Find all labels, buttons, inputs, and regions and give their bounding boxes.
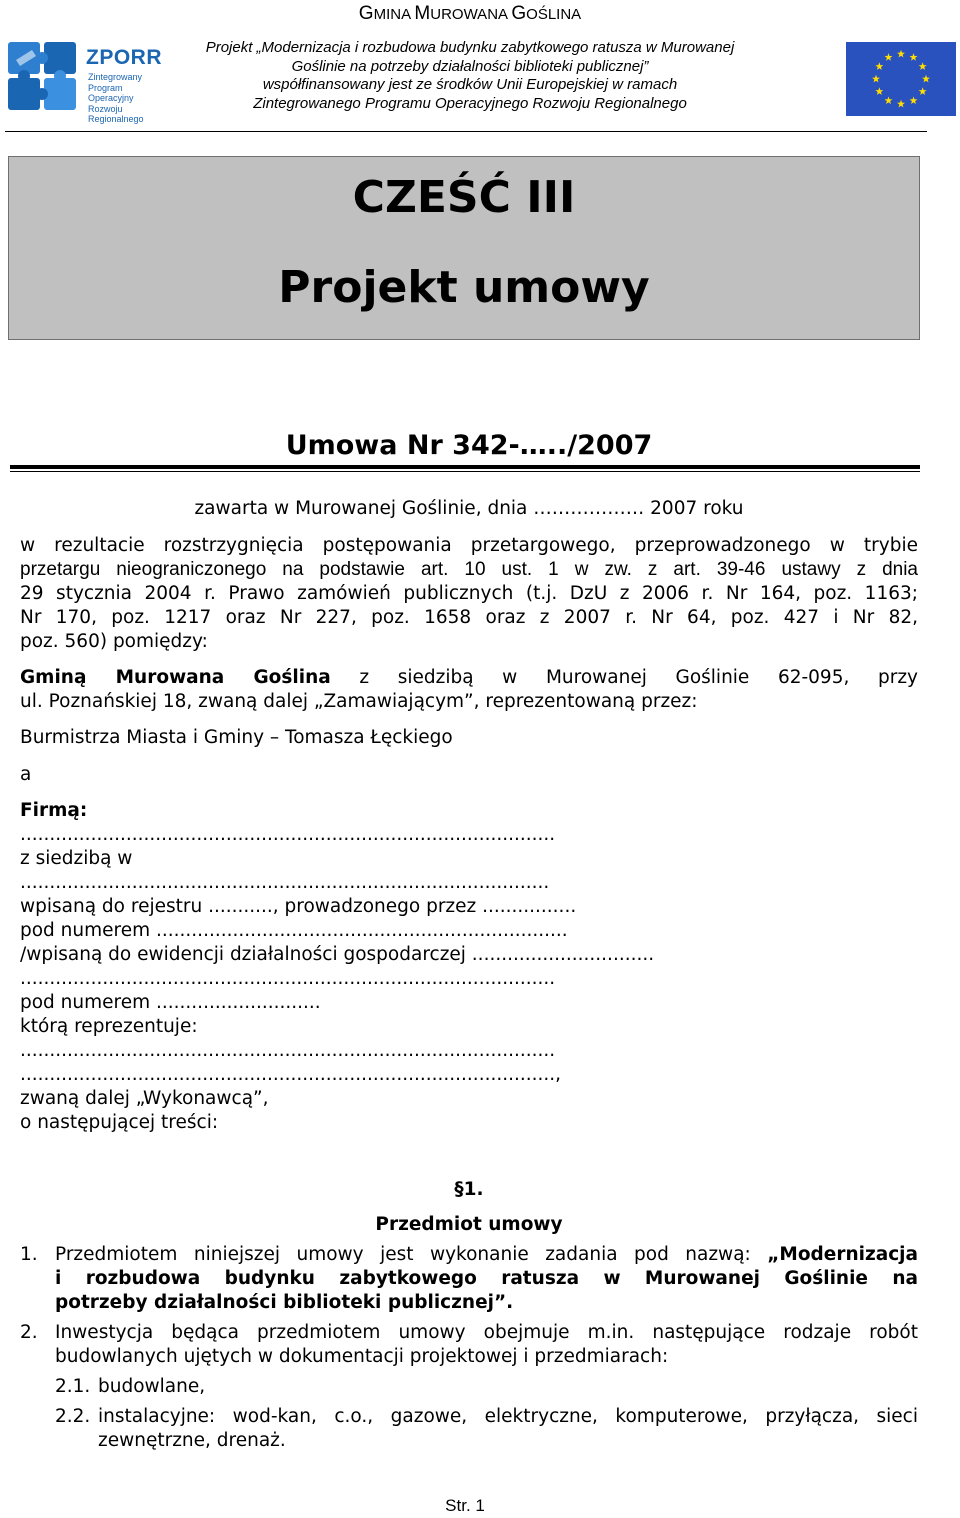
subitem-line: instalacyjne: wod-kan, c.o., gazowe, elektryczne, komputerowe, przyłącza, sieci xyxy=(98,1406,918,1427)
puzzle-icon xyxy=(6,40,78,112)
eu-star-icon xyxy=(885,96,893,104)
party1-name: Gminą Murowana Goślina xyxy=(20,667,331,688)
intro-line: w rezultacie rozstrzygnięcia postępowania przetargowego, przeprowadzonego w trybie xyxy=(20,535,918,556)
contract-number: Umowa Nr 342-…../2007 xyxy=(285,430,653,461)
eu-star-icon xyxy=(922,75,930,83)
party2-line: wpisaną do rejestru ..........., prowadzonego przez ................ xyxy=(20,896,577,917)
eu-star-icon xyxy=(875,87,883,95)
intro-line: poz. 560) pomiędzy: xyxy=(20,631,208,652)
party2-line: ........................................................................................... xyxy=(20,968,556,989)
item-line xyxy=(55,1243,918,1267)
section-title: Przedmiot umowy xyxy=(375,1214,563,1235)
party2-line: z siedzibą w xyxy=(20,848,133,869)
intro-line: Nr 170, poz. 1217 oraz Nr 227, poz. 1658 oraz z 2007 r. Nr 64, poz. 427 i Nr 82, xyxy=(20,607,918,628)
party2-line: pod numerem ............................ xyxy=(20,992,321,1013)
municipality-name xyxy=(0,3,940,25)
eu-star-icon xyxy=(897,50,905,58)
party2-line: zwaną dalej „Wykonawcą”, xyxy=(20,1088,269,1109)
party1-representative: Burmistrza Miasta i Gminy – Tomasza Łęckiego xyxy=(20,727,453,748)
item-line: i rozbudowa budynku zabytkowego ratusza w Murowanej Goślinie na xyxy=(55,1268,918,1289)
subitem-number: 2.1. xyxy=(55,1376,91,1397)
project-line: Goślinie na potrzeby działalności biblioteki publicznej” xyxy=(291,57,649,75)
item-line: Inwestycja będąca przedmiotem umowy obejmuje m.in. następujące rodzaje robót xyxy=(55,1322,918,1343)
and-conjunction: a xyxy=(20,764,32,785)
project-line: Zintegrowanego Programu Operacyjnego Rozwoju Regionalnego xyxy=(253,94,687,112)
part-subtitle: Projekt umowy xyxy=(278,262,650,313)
item-line: budowlanych ujętych w dokumentacji projektowej i przedmiarach: xyxy=(55,1346,669,1367)
zporr-logo xyxy=(6,40,176,124)
concluded-line: zawarta w Murowanej Goślinie, dnia ……………… 2007 roku xyxy=(194,498,744,519)
item-line xyxy=(55,1291,918,1315)
zporr-sub-line: Operacyjny xyxy=(88,93,134,103)
zporr-subtitle xyxy=(88,72,176,125)
project-line: Projekt „Modernizacja i rozbudowa budynku zabytkowego ratusza w Murowanej xyxy=(205,39,735,56)
party2-label: Firmą: xyxy=(20,800,88,821)
party2-line: którą reprezentuje: xyxy=(20,1016,198,1037)
municipality-name-part: OŚLINA xyxy=(526,6,582,23)
municipality-name-part: G xyxy=(511,3,527,24)
item-text-bold: „Modernizacja xyxy=(767,1244,918,1265)
intro-line: przetargu nieograniczonego na podstawie art. 10 ust. 1 w zw. z art. 39-46 ustawy z dnia xyxy=(20,559,918,580)
part-title: CZEŚĆ III xyxy=(352,172,576,223)
eu-star-icon xyxy=(919,87,927,95)
zporr-sub-line: Rozwoju Regionalnego xyxy=(88,103,144,124)
intro-line: 29 stycznia 2004 r. Prawo zamówień publicznych (t.j. DzU z 2006 r. Nr 164, poz. 1163; xyxy=(20,583,918,604)
municipality-name-part: MINA xyxy=(373,6,415,23)
party2-line: /wpisaną do ewidencji działalności gospodarczej ............................... xyxy=(20,944,655,965)
zporr-name: ZPORR xyxy=(86,46,162,69)
contract-divider xyxy=(10,465,920,469)
header-divider xyxy=(5,131,927,132)
subitem-line: zewnętrzne, drenaż. xyxy=(98,1430,286,1451)
eu-star-icon xyxy=(897,100,905,108)
eu-star-icon xyxy=(919,62,927,70)
party2-line: ..........................................................................................., xyxy=(20,1064,562,1085)
item-number: 1. xyxy=(20,1244,38,1265)
party1-line: ul. Poznańskiej 18, zwaną dalej „Zamawiającym”, reprezentowaną przez: xyxy=(20,691,698,712)
eu-star-icon xyxy=(910,53,918,61)
municipality-name-part: UROWANA xyxy=(430,6,512,23)
eu-stars xyxy=(846,42,956,116)
project-line: współfinansowany jest ze środków Unii Europejskiej w ramach xyxy=(262,76,678,94)
contract-divider xyxy=(10,471,920,472)
page-number: Str. 1 xyxy=(445,1496,485,1515)
item-text: Przedmiotem niniejszej umowy jest wykonanie zadania pod nazwą: xyxy=(55,1244,768,1265)
project-description xyxy=(200,39,740,113)
item-text-bold: . xyxy=(506,1292,514,1313)
party1-line xyxy=(20,666,918,690)
party2-line: o następującej treści: xyxy=(20,1112,219,1133)
eu-star-icon xyxy=(875,62,883,70)
eu-flag-icon xyxy=(846,42,956,116)
party1-address: z siedzibą w Murowanej Goślinie 62-095, przy xyxy=(330,667,918,688)
subitem-number: 2.2. xyxy=(55,1406,91,1427)
item-text-bold: potrzeby działalności biblioteki publicznej” xyxy=(55,1292,507,1313)
section-number: §1. xyxy=(454,1179,484,1200)
zporr-sub-line: Zintegrowany Program xyxy=(88,72,143,93)
item-number: 2. xyxy=(20,1322,38,1343)
party2-line: ........................................................................................... xyxy=(20,824,556,845)
municipality-name-part: G xyxy=(358,3,374,24)
eu-star-icon xyxy=(885,53,893,61)
party2-line: .......................................................................................... xyxy=(20,872,550,893)
municipality-name-part: M xyxy=(414,3,431,24)
party2-line: pod numerem ...................................................................... xyxy=(20,920,568,941)
eu-star-icon xyxy=(872,75,880,83)
subitem-line: budowlane, xyxy=(98,1376,206,1397)
eu-star-icon xyxy=(910,96,918,104)
party2-line: ........................................................................................... xyxy=(20,1040,556,1061)
